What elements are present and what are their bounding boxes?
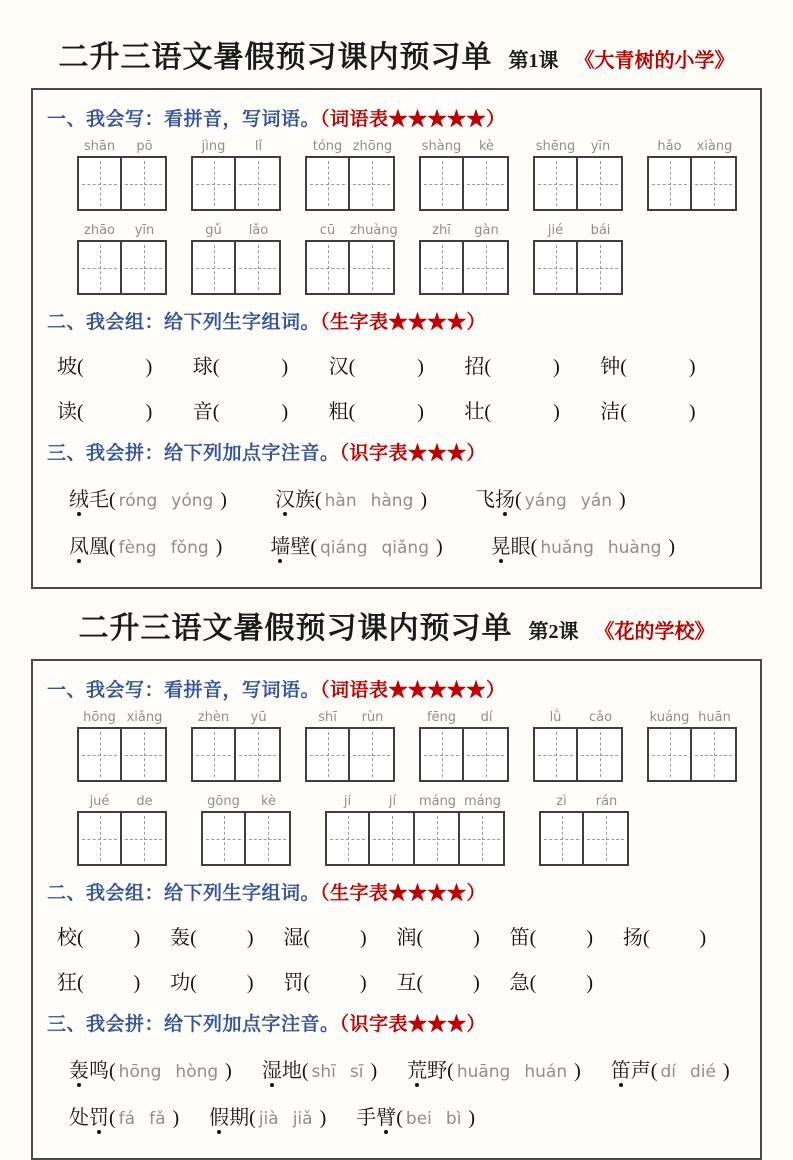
pinyin-label: jié xyxy=(547,223,564,238)
pinyin-label: de xyxy=(136,794,153,809)
pinyin-choice-item[interactable]: 假期( jià jiǎ ) xyxy=(209,1101,326,1130)
pinyin-choice-item[interactable]: 手臂( bei bì ) xyxy=(356,1101,475,1130)
pinyin-label: lǜ xyxy=(549,710,562,725)
pinyin-word-group xyxy=(305,223,398,295)
tianzige-cell[interactable] xyxy=(533,156,578,211)
pinyin-word-group xyxy=(539,794,629,866)
pinyin-label: shàng xyxy=(421,139,462,154)
tianzige-cell[interactable] xyxy=(692,727,737,782)
zuci-row xyxy=(43,350,750,379)
page-title: 二升三语文暑假预习课内预习单 xyxy=(58,41,493,74)
lesson-book-title: 《花的学校》 xyxy=(594,621,715,643)
pinyin-word-group xyxy=(305,710,395,782)
pinyin-choice-item[interactable]: 绒毛( róng yóng ) xyxy=(69,483,227,512)
tianzige-cell[interactable] xyxy=(584,811,629,866)
pinyin-label: xiǎng xyxy=(126,710,163,725)
tianzige-cell[interactable] xyxy=(419,240,464,295)
tianzige-cell[interactable] xyxy=(464,156,509,211)
pinyin-label: kuáng xyxy=(649,710,690,725)
pinyin-label: jí xyxy=(388,794,397,809)
tianzige-cell[interactable] xyxy=(578,240,623,295)
pinyin-label: cǎo xyxy=(588,710,613,725)
lesson-book-title: 《大青树的小学》 xyxy=(574,50,735,72)
pinyin-label: gàn xyxy=(474,223,499,238)
zuci-item: 洁( ) xyxy=(600,401,696,423)
pinyin-word-group xyxy=(77,710,167,782)
zuci-item: 招( ) xyxy=(464,356,560,378)
section-write-tag: （词语表★★★★★） xyxy=(320,109,506,130)
tianzige-cell[interactable] xyxy=(236,240,281,295)
tianzige-cell[interactable] xyxy=(350,240,395,295)
tianzige-cell[interactable] xyxy=(201,811,246,866)
tianzige-cell[interactable] xyxy=(246,811,291,866)
section-zuci-heading xyxy=(47,878,746,905)
zuci-item: 笛( ) xyxy=(509,927,593,949)
pinyin-word-group xyxy=(325,794,505,866)
pinyin-choice-item[interactable]: 荒野( huāng huán ) xyxy=(407,1054,581,1083)
zuci-item: 校( ) xyxy=(57,927,141,949)
tianzige-cell[interactable] xyxy=(533,727,578,782)
tianzige-cell[interactable] xyxy=(647,727,692,782)
tianzige-cell[interactable] xyxy=(305,156,350,211)
section-zuci-tag: （生字表★★★★） xyxy=(320,312,487,333)
zuci-item: 坡( ) xyxy=(57,356,153,378)
pinyin-box-row xyxy=(43,223,750,295)
worksheet-1-box xyxy=(31,88,762,589)
tianzige-cell[interactable] xyxy=(191,156,236,211)
pinyin-label: huān xyxy=(698,710,731,725)
tianzige-cell[interactable] xyxy=(305,240,350,295)
pinyin-word-group xyxy=(77,139,167,211)
pinyin-label: kè xyxy=(260,794,277,809)
pinyin-word-group xyxy=(191,223,281,295)
pinyin-word-group xyxy=(305,139,395,211)
tianzige-cell[interactable] xyxy=(305,727,350,782)
tianzige-cell[interactable] xyxy=(415,811,460,866)
tianzige-cell[interactable] xyxy=(419,727,464,782)
tianzige-cell[interactable] xyxy=(77,811,122,866)
pinyin-word-group xyxy=(533,223,623,295)
tianzige-cell[interactable] xyxy=(122,240,167,295)
section-write-heading xyxy=(47,104,746,131)
zuci-item xyxy=(623,966,736,995)
pinyin-choice-item[interactable]: 飞扬( yáng yán ) xyxy=(475,483,626,512)
pinyin-choice-row xyxy=(43,1054,750,1083)
zuci-item: 音( ) xyxy=(192,401,289,423)
pinyin-choice-row xyxy=(43,483,750,512)
pinyin-label: yū xyxy=(250,710,267,725)
pinyin-box-row xyxy=(43,710,750,782)
pinyin-label: lǎo xyxy=(248,223,269,238)
lesson-number: 第2课 xyxy=(528,621,579,643)
tianzige-cell[interactable] xyxy=(533,240,578,295)
pinyin-label: yīn xyxy=(590,139,611,154)
pinyin-choice-item[interactable]: 湿地( shī sī ) xyxy=(262,1054,377,1083)
section-zuci-tag: （生字表★★★★） xyxy=(320,883,487,904)
section-write-tag: （词语表★★★★★） xyxy=(320,680,506,701)
pinyin-label: zhèn xyxy=(197,710,230,725)
pinyin-label: zì xyxy=(556,794,567,809)
pinyin-choice-row xyxy=(43,1101,750,1130)
pinyin-label: hǎo xyxy=(657,139,682,154)
pinyin-label: zhuàng xyxy=(350,223,398,238)
section-pick-label: 三、我会拼：给下列加点字注音。 xyxy=(47,443,340,464)
tianzige-cell[interactable] xyxy=(350,727,395,782)
tianzige-cell[interactable] xyxy=(236,156,281,211)
tianzige-cell[interactable] xyxy=(464,727,509,782)
zuci-item: 功( ) xyxy=(170,972,254,994)
pinyin-word-group xyxy=(191,710,281,782)
tianzige-cell[interactable] xyxy=(350,156,395,211)
worksheet-2-title xyxy=(0,603,793,647)
tianzige-cell[interactable] xyxy=(370,811,415,866)
tianzige-cell[interactable] xyxy=(191,240,236,295)
pinyin-label: fēng xyxy=(426,710,457,725)
tianzige-cell[interactable] xyxy=(191,727,236,782)
section-pick-label: 三、我会拼：给下列加点字注音。 xyxy=(47,1014,340,1035)
zuci-item: 钟( ) xyxy=(600,356,696,378)
zuci-item: 壮( ) xyxy=(464,401,560,423)
pinyin-word-group xyxy=(77,223,167,295)
pinyin-label: dí xyxy=(480,710,493,725)
section-write-label: 一、我会写：看拼音，写词语。 xyxy=(47,680,321,701)
zuci-item: 读( ) xyxy=(57,401,153,423)
pinyin-label: pō xyxy=(136,139,153,154)
tianzige-cell[interactable] xyxy=(236,727,281,782)
pinyin-choice-item[interactable]: 汉族( hàn hàng ) xyxy=(275,483,427,512)
zuci-row xyxy=(43,921,750,950)
pinyin-label: máng xyxy=(463,794,502,809)
zuci-item: 润( ) xyxy=(396,927,480,949)
section-zuci-heading xyxy=(47,307,746,334)
tianzige-cell[interactable] xyxy=(539,811,584,866)
zuci-item: 狂( ) xyxy=(57,972,141,994)
pinyin-choice-row xyxy=(43,530,750,559)
zuci-item: 球( ) xyxy=(192,356,289,378)
pinyin-label: cū xyxy=(319,223,336,238)
pinyin-label: gōng xyxy=(207,794,240,809)
pinyin-choice-item[interactable]: 凤凰( fèng fǒng ) xyxy=(69,530,222,559)
pinyin-label: jué xyxy=(89,794,110,809)
section-zuci-label: 二、我会组：给下列生字组词。 xyxy=(47,312,321,333)
section-write-label: 一、我会写：看拼音，写词语。 xyxy=(47,109,321,130)
pinyin-label: gǔ xyxy=(205,223,222,238)
pinyin-word-group xyxy=(191,139,281,211)
pinyin-label: jìng xyxy=(201,139,226,154)
zuci-row xyxy=(43,395,750,424)
pinyin-box-row xyxy=(43,139,750,211)
pinyin-label: rán xyxy=(595,794,618,809)
zuci-item: 罚( ) xyxy=(283,972,367,994)
pinyin-choice-item[interactable]: 轰鸣( hōng hòng ) xyxy=(69,1054,232,1083)
pinyin-label: yīn xyxy=(134,223,155,238)
section-zuci-label: 二、我会组：给下列生字组词。 xyxy=(47,883,321,904)
pinyin-word-group xyxy=(419,223,509,295)
zuci-item: 粗( ) xyxy=(328,401,424,423)
pinyin-choice-item[interactable]: 处罚( fá fǎ ) xyxy=(69,1101,179,1130)
tianzige-cell[interactable] xyxy=(77,156,122,211)
zuci-item: 扬( ) xyxy=(622,927,707,949)
tianzige-cell[interactable] xyxy=(692,156,737,211)
section-pick-heading xyxy=(47,1009,746,1036)
pinyin-word-group xyxy=(419,710,509,782)
tianzige-cell[interactable] xyxy=(460,811,505,866)
tianzige-cell[interactable] xyxy=(122,156,167,211)
pinyin-word-group xyxy=(77,794,167,866)
pinyin-label: hōng xyxy=(83,710,116,725)
tianzige-cell[interactable] xyxy=(419,156,464,211)
pinyin-label: máng xyxy=(418,794,457,809)
pinyin-label: shān xyxy=(83,139,116,154)
tianzige-cell[interactable] xyxy=(77,240,122,295)
pinyin-word-group xyxy=(647,139,737,211)
lesson-number: 第1课 xyxy=(508,50,559,72)
page-title: 二升三语文暑假预习课内预习单 xyxy=(78,612,513,645)
pinyin-label: tóng xyxy=(312,139,343,154)
zuci-item: 汉( ) xyxy=(328,356,424,378)
pinyin-word-group xyxy=(419,139,509,211)
pinyin-label: zhī xyxy=(432,223,451,238)
pinyin-choice-item[interactable]: 墙壁( qiáng qiǎng ) xyxy=(270,530,442,559)
section-pick-heading xyxy=(47,438,746,465)
tianzige-cell[interactable] xyxy=(647,156,692,211)
zuci-item: 互( ) xyxy=(396,972,480,994)
section-pick-tag: （识字表★★★） xyxy=(339,1014,487,1035)
tianzige-cell[interactable] xyxy=(464,240,509,295)
pinyin-label: kè xyxy=(478,139,495,154)
tianzige-cell[interactable] xyxy=(77,727,122,782)
zuci-item: 急( ) xyxy=(509,972,593,994)
pinyin-label: zhāo xyxy=(84,223,115,238)
tianzige-cell[interactable] xyxy=(122,727,167,782)
pinyin-label: xiàng xyxy=(696,139,733,154)
section-pick-tag: （识字表★★★） xyxy=(339,443,487,464)
tianzige-cell[interactable] xyxy=(122,811,167,866)
pinyin-label: jí xyxy=(343,794,352,809)
section-write-heading xyxy=(47,675,746,702)
zuci-item: 轰( ) xyxy=(170,927,254,949)
worksheet-2-box xyxy=(31,659,762,1160)
pinyin-label: zhōng xyxy=(352,139,393,154)
pinyin-label: rùn xyxy=(361,710,384,725)
pinyin-word-group xyxy=(533,139,623,211)
pinyin-label: bái xyxy=(590,223,611,238)
pinyin-word-group xyxy=(647,710,737,782)
pinyin-word-group xyxy=(201,794,291,866)
pinyin-word-group xyxy=(533,710,623,782)
tianzige-cell[interactable] xyxy=(578,156,623,211)
pinyin-label: lǐ xyxy=(254,139,263,154)
pinyin-box-row xyxy=(43,794,750,866)
zuci-row xyxy=(43,966,750,995)
pinyin-choice-item[interactable]: 笛声( dí dié ) xyxy=(611,1054,730,1083)
worksheet-1-title xyxy=(0,32,793,76)
tianzige-cell[interactable] xyxy=(325,811,370,866)
zuci-item: 湿( ) xyxy=(283,927,367,949)
tianzige-cell[interactable] xyxy=(578,727,623,782)
pinyin-label: shēng xyxy=(535,139,576,154)
pinyin-label: shī xyxy=(318,710,337,725)
pinyin-choice-item[interactable]: 晃眼( huǎng huàng ) xyxy=(491,530,675,559)
